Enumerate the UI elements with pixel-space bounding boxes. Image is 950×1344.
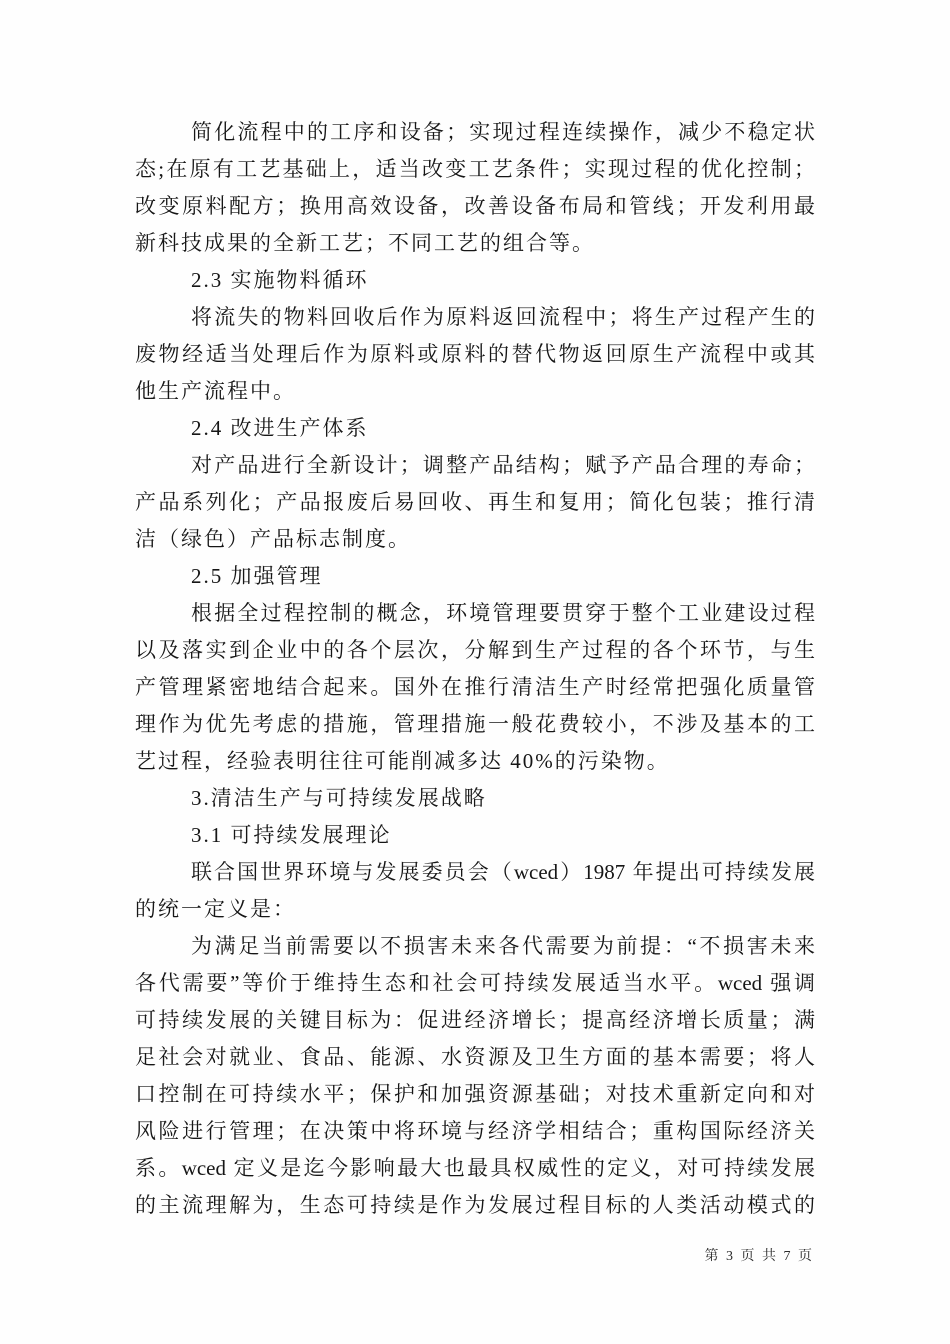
text-line: 系。wced 定义是迄今影响最大也最具权威性的定义，对可持续发展 [135,1156,815,1180]
text-line: 2.4 改进生产体系 [191,416,369,440]
text-line: 理作为优先考虑的措施，管理措施一般花费较小，不涉及基本的工 [135,712,815,736]
text-line: 改变原料配方；换用高效设备，改善设备布局和管线；开发利用最 [135,194,815,218]
text-line: 简化流程中的工序和设备；实现过程连续操作，减少不稳定状 [191,120,815,144]
text-line: 产品系列化；产品报废后易回收、再生和复用；简化包装；推行清 [135,490,815,514]
text-line: 产管理紧密地结合起来。国外在推行清洁生产时经常把强化质量管 [135,675,815,699]
text-line: 的统一定义是： [135,897,296,921]
text-line: 3.清洁生产与可持续发展战略 [191,786,487,810]
text-line: 洁（绿色）产品标志制度。 [135,527,411,551]
text-line: 态;在原有工艺基础上，适当改变工艺条件；实现过程的优化控制； [135,157,815,181]
text-line: 根据全过程控制的概念，环境管理要贯穿于整个工业建设过程 [191,601,815,625]
text-line: 将流失的物料回收后作为原料返回流程中；将生产过程产生的 [191,305,815,329]
text-line: 新科技成果的全新工艺；不同工艺的组合等。 [135,231,595,255]
text-line: 的主流理解为，生态可持续是作为发展过程目标的人类活动模式的 [135,1193,815,1217]
page-number-footer: 第 3 页 共 7 页 [704,1249,814,1264]
document-body [135,114,815,1224]
text-line: 足社会对就业、食品、能源、水资源及卫生方面的基本需要；将人 [135,1045,815,1069]
text-line: 艺过程，经验表明往往可能削减多达 40%的污染物。 [135,749,670,773]
text-line: 对产品进行全新设计；调整产品结构；赋予产品合理的寿命； [191,453,815,477]
text-line: 各代需要”等价于维持生态和社会可持续发展适当水平。wced 强调 [135,971,815,995]
text-line: 3.1 可持续发展理论 [191,823,392,847]
text-line: 2.3 实施物料循环 [191,268,369,292]
text-line: 联合国世界环境与发展委员会（wced）1987 年提出可持续发展 [191,860,815,884]
text-line: 口控制在可持续水平；保护和加强资源基础；对技术重新定向和对 [135,1082,815,1106]
text-line: 2.5 加强管理 [191,564,323,588]
text-line: 他生产流程中。 [135,379,296,403]
text-line: 可持续发展的关键目标为：促进经济增长；提高经济增长质量；满 [135,1008,815,1032]
text-line: 风险进行管理；在决策中将环境与经济学相结合；重构国际经济关 [135,1119,815,1143]
text-line: 为满足当前需要以不损害未来各代需要为前提：“不损害未来 [191,934,815,958]
text-line: 废物经适当处理后作为原料或原料的替代物返回原生产流程中或其 [135,342,815,366]
text-line: 以及落实到企业中的各个层次，分解到生产过程的各个环节，与生 [135,638,815,662]
